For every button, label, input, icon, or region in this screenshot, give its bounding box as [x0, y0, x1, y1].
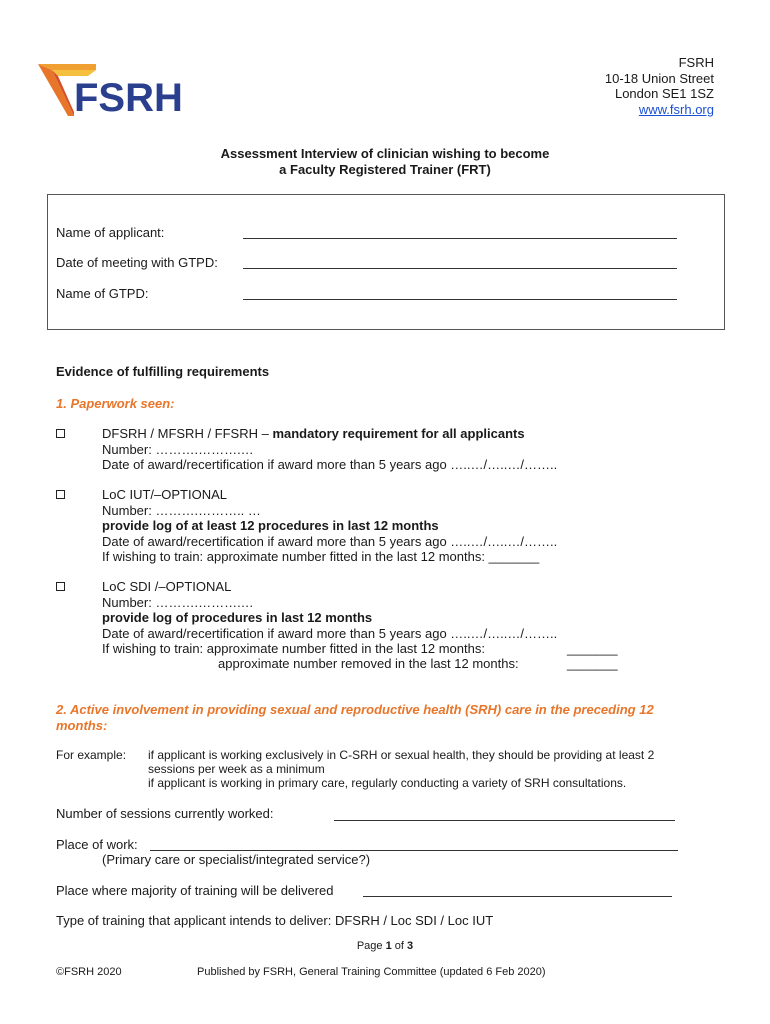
- website-link[interactable]: www.fsrh.org: [638, 101, 714, 117]
- section2-title-line1: 2. Active involvement in providing sexual and reproductive health (SRH) care in the preceding 12: [56, 702, 654, 717]
- item3-checkbox[interactable]: [56, 582, 65, 591]
- item1-line1-bold: mandatory requirement for all applicants: [272, 426, 525, 441]
- example-line2: sessions per week as a minimum: [148, 762, 325, 776]
- title-line-1: Assessment Interview of clinician wishing to become: [220, 146, 550, 161]
- item1-line1-normal: DFSRH / MFSRH / FFSRH –: [102, 426, 273, 441]
- place-of-work-label: Place of work:: [56, 837, 138, 852]
- address-org: FSRH: [678, 55, 714, 70]
- address-city: London SE1 1SZ: [614, 86, 714, 101]
- published-note: Published by FSRH, General Training Committee (updated 6 Feb 2020): [197, 966, 546, 978]
- gtpd-name-field[interactable]: [243, 299, 677, 300]
- item2-date: Date of award/recertification if award more than 5 years ago …..…/…..…/……..: [102, 533, 558, 549]
- section2-title-line2: months:: [56, 718, 108, 733]
- item3-removed-label: approximate number removed in the last 12 months:: [218, 656, 519, 671]
- item3-number: Number: ……….……….…: [102, 594, 254, 610]
- item3-log: provide log of procedures in last 12 months: [102, 610, 373, 625]
- place-of-work-hint: (Primary care or specialist/integrated service?): [102, 852, 371, 867]
- address-street: 10-18 Union Street: [604, 70, 714, 86]
- item3-removed-blank: _______: [567, 656, 618, 671]
- item2-title: LoC IUT/–OPTIONAL: [102, 487, 227, 502]
- item3-title: LoC SDI /–OPTIONAL: [102, 579, 232, 594]
- training-type-text: Type of training that applicant intends to deliver: DFSRH / Loc SDI / Loc IUT: [56, 913, 494, 928]
- meeting-date-label: Date of meeting with GTPD:: [56, 255, 218, 270]
- page-title: [0, 146, 770, 178]
- item2-block: [102, 487, 722, 565]
- example-text: [148, 748, 728, 790]
- section1-title: 1. Paperwork seen:: [56, 396, 175, 411]
- applicant-name-field[interactable]: [243, 238, 677, 239]
- item2-log: provide log of at least 12 procedures in last 12 months: [102, 518, 439, 533]
- example-label: For example:: [56, 748, 127, 762]
- item2-number: Number: ……….……….. …: [102, 502, 261, 518]
- item3-block: [102, 579, 722, 641]
- meeting-date-field[interactable]: [243, 268, 677, 269]
- sessions-field[interactable]: [334, 820, 675, 821]
- place-of-work-field[interactable]: [150, 850, 678, 851]
- page-of: of: [391, 940, 408, 952]
- sessions-label: Number of sessions currently worked:: [56, 806, 274, 821]
- item1-number: Number: ……….……….…: [102, 441, 254, 457]
- gtpd-name-label: Name of GTPD:: [56, 286, 149, 301]
- item1-block: [102, 426, 722, 473]
- title-line-2: a Faculty Registered Trainer (FRT): [279, 162, 491, 177]
- address-block: [605, 55, 714, 117]
- fsrh-logo: [38, 60, 183, 120]
- training-place-label: Place where majority of training will be delivered: [56, 883, 334, 898]
- example-line3: if applicant is working in primary care, regularly conducting a variety of SRH consultations.: [148, 776, 627, 790]
- logo-text: FSRH: [74, 76, 183, 120]
- page-prefix: Page: [356, 940, 386, 952]
- applicant-name-label: Name of applicant:: [56, 225, 165, 240]
- training-place-field[interactable]: [363, 896, 672, 897]
- item1-date: Date of award/recertification if award more than 5 years ago …..…/…..…/……..: [102, 457, 558, 472]
- item2-checkbox[interactable]: [56, 490, 65, 499]
- copyright: ©FSRH 2020: [56, 966, 122, 978]
- item3-fitted-label: If wishing to train: approximate number fitted in the last 12 months:: [102, 641, 485, 656]
- evidence-heading: Evidence of fulfilling requirements: [56, 364, 270, 379]
- page-number: [0, 940, 770, 952]
- example-line1: if applicant is working exclusively in C-SRH or sexual health, they should be providing at least 2: [148, 748, 655, 762]
- item1-checkbox[interactable]: [56, 429, 65, 438]
- item3-date: Date of award/recertification if award more than 5 years ago …..…/…..…/……..: [102, 625, 558, 641]
- page-total: 3: [407, 940, 414, 952]
- item3-fitted-blank: _______: [567, 641, 618, 656]
- item2-fitted: If wishing to train: approximate number fitted in the last 12 months: _______: [102, 549, 540, 564]
- section2-title: [56, 702, 726, 734]
- page-current: 1: [385, 940, 392, 952]
